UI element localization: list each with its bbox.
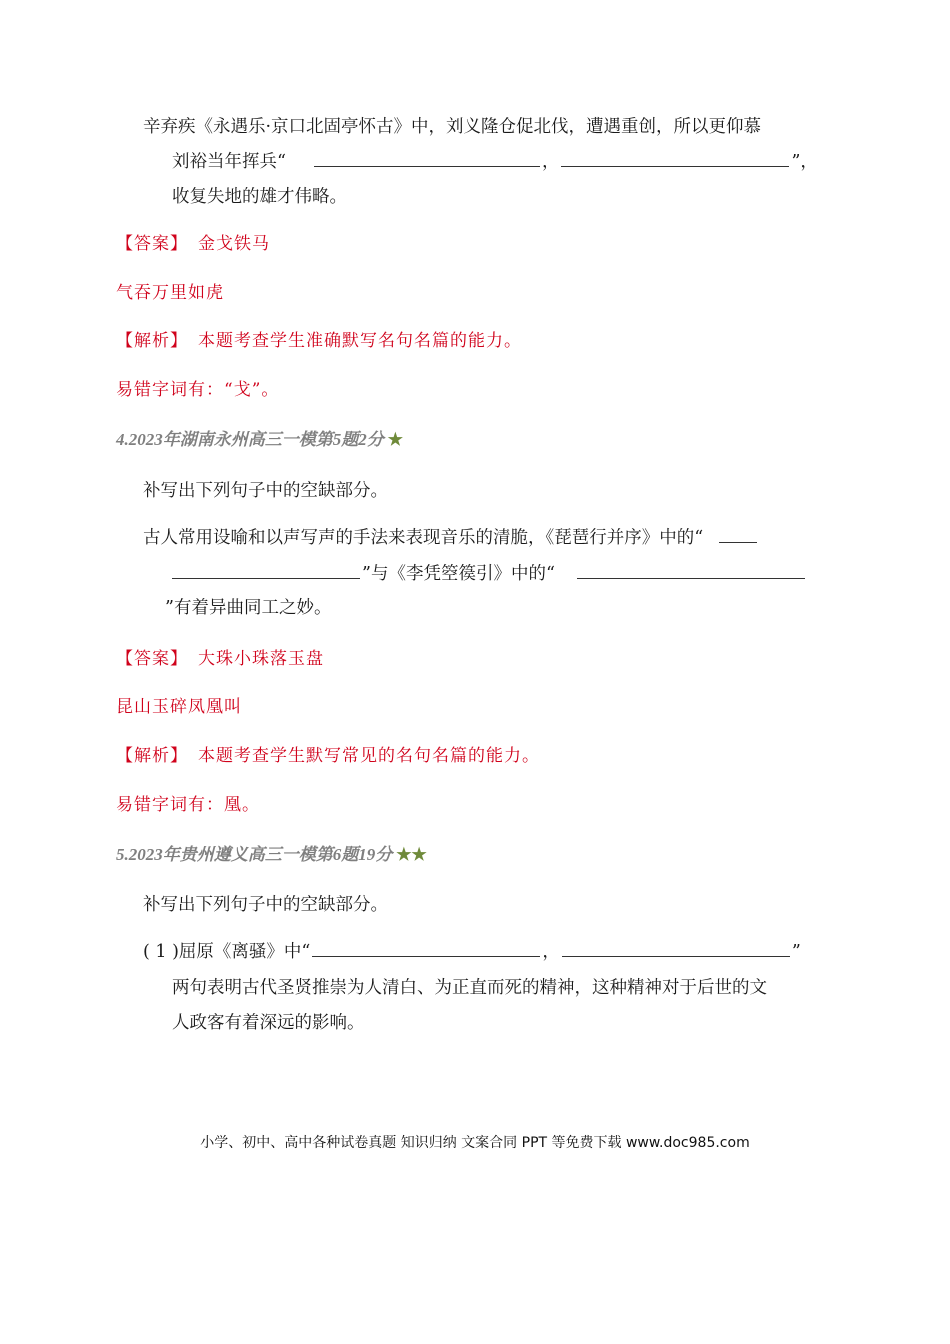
q5-blank-2[interactable]: [562, 955, 790, 957]
q3-line1: 辛弃疾《永遇乐·京口北固亭怀古》中，刘义隆仓促北伐，遭遇重创，所以更仰慕: [143, 117, 762, 137]
q5-sub1-comma: ，: [542, 942, 560, 962]
q3-line2: [172, 154, 818, 172]
q4-line2: [172, 566, 807, 584]
q3-line3: 收复失地的雄才伟略。: [172, 187, 347, 207]
q3-line2-suffix: ”，: [791, 152, 818, 172]
answer-text: 金戈铁马: [198, 234, 270, 254]
q4-analysis: [116, 748, 540, 765]
q4-line1-text: 古人常用设喻和以声写声的手法来表现音乐的清脆，《琵琶行并序》中的“: [143, 528, 704, 548]
q4-line1: [143, 530, 759, 548]
answer-text: 大珠小珠落玉盘: [198, 649, 324, 669]
q3-answer-1: [116, 236, 270, 253]
q4-blank-2[interactable]: [577, 577, 805, 579]
q3-analysis: [116, 333, 522, 350]
q5-sub1-prefix: ( 1 )屈原《离骚》中“: [143, 942, 311, 962]
q4-answer-1: [116, 651, 324, 668]
q5-sub1-line3: 人政客有着深远的影响。: [172, 1013, 365, 1033]
analysis-label: 【解析】: [116, 331, 188, 351]
q5-title: [116, 846, 427, 863]
q4-typo: 易错字词有：凰。: [116, 795, 260, 815]
q3-blank-1[interactable]: [314, 165, 540, 167]
q3-typo: 易错字词有：“戈”。: [116, 380, 280, 400]
q5-blank-1[interactable]: [312, 955, 540, 957]
q5-instruction: 补写出下列句子中的空缺部分。: [143, 895, 388, 915]
q5-sub1-line1: [143, 944, 801, 962]
star-icon: ★: [387, 430, 403, 449]
q5-sub1-line2: 两句表明古代圣贤推崇为人清白、为正直而死的精神，这种精神对于后世的文: [172, 978, 767, 998]
analysis-text: 本题考查学生默写常见的名句名篇的能力。: [198, 746, 540, 766]
q4-instruction: 补写出下列句子中的空缺部分。: [143, 481, 388, 501]
q4-blank-1b[interactable]: [172, 577, 360, 579]
q4-line2-text: ”与《李凭箜篌引》中的“: [362, 564, 555, 584]
q3-line2-comma: ，: [541, 152, 560, 172]
q3-answer-2: 气吞万里如虎: [116, 283, 224, 303]
star-icon: ★★: [396, 845, 427, 864]
page-footer: 小学、初中、高中各种试卷真题 知识归纳 文案合同 PPT 等免费下载 www.doc985.com: [200, 1135, 750, 1151]
q4-title: [116, 431, 403, 448]
analysis-label: 【解析】: [116, 746, 188, 766]
answer-label: 【答案】: [116, 234, 188, 254]
q3-blank-2[interactable]: [561, 165, 789, 167]
q4-title-text: 4.2023年湖南永州高三一模第5题2分: [116, 430, 384, 449]
q5-title-text: 5.2023年贵州遵义高三一模第6题19分: [116, 845, 393, 864]
analysis-text: 本题考查学生准确默写名句名篇的能力。: [198, 331, 522, 351]
q5-sub1-suffix: ”: [791, 942, 801, 962]
q3-line2-prefix: 刘裕当年挥兵“: [172, 152, 286, 172]
answer-label: 【答案】: [116, 649, 188, 669]
q4-blank-1a[interactable]: [719, 541, 757, 543]
q4-line3: ”有着异曲同工之妙。: [165, 598, 332, 618]
q4-answer-2: 昆山玉碎凤凰叫: [116, 697, 242, 717]
